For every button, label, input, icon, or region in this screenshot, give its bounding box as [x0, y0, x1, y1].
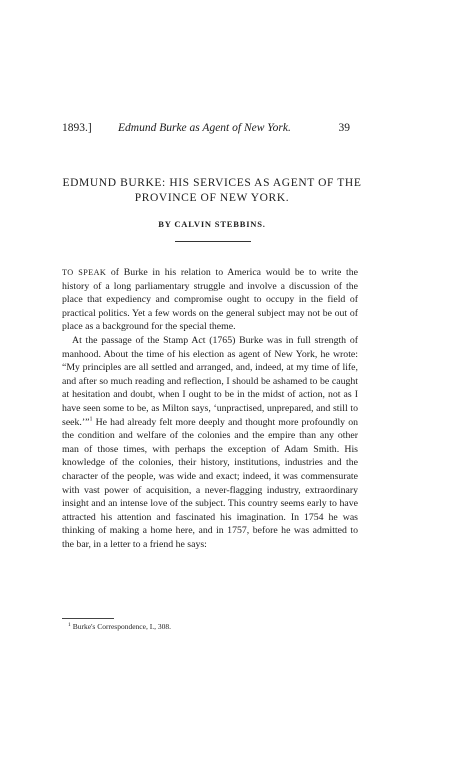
running-head-title: Edmund Burke as Agent of New York. — [118, 122, 291, 134]
article-byline: BY CALVIN STEBBINS. — [158, 219, 266, 229]
paragraph-lead-small-caps: TO SPEAK — [62, 268, 107, 277]
paragraph-2-text-a: At the passage of the Stamp Act (1765) Burke was in full strength of manhood. About the time of his election as agent of New York, he wrote: “My principles are all settled and arranged, and, indeed, at my time of life, and after so much reading and reflection, I should be ashamed to be caught at hesitation and doubt, when I ought to be in the midst of action, not as I have seen some to be, as Milton says, ‘unpractised, unprepared, and still to seek.’” — [62, 334, 358, 428]
paragraph-1-text: of Burke in his relation to America would be to write the history of a long parliamentary struggle and involve a discussion of the place that expediency and compromise ought to occupy in the field of practical politics. Yet a few words on the general subject may not be out of place as a background for the special theme. — [62, 267, 358, 333]
paragraph-2-text-b: He had already felt more deeply and thought more profoundly on the condition and welfare of the colonies and the empire than any other man of those times, with perhaps the exception of Adam Smith. His knowledge of the colonies, their history, institutions, industries and the character of the people, was wide and exact; indeed, it was commensurate with vast power of acquisition, a never-flagging industry, extraordinary insight and an intense love of the subject. This country seems early to have attracted his attention and fascinated his imagination. In 1754 he was thinking of making a home here, and in 1757, before he was admitted to the bar, in a letter to a friend he says: — [62, 416, 358, 550]
footnote-text: Burke's Correspondence, I., 308. — [72, 622, 171, 631]
running-head — [62, 122, 350, 138]
running-head-year: 1893.] — [62, 122, 92, 134]
title-divider — [175, 241, 251, 242]
article-title: EDMUND BURKE: HIS SERVICES AS AGENT OF THE PROVINCE OF NEW YORK. — [62, 177, 362, 204]
footnote-mark: 1 — [68, 621, 71, 628]
paragraph-2 — [62, 334, 358, 552]
footnote-divider — [62, 618, 114, 619]
page-number: 39 — [338, 122, 350, 134]
article-body — [62, 266, 358, 551]
footnote — [68, 622, 171, 631]
footnote-reference[interactable]: 1 — [89, 416, 93, 423]
paragraph-1 — [62, 266, 358, 334]
